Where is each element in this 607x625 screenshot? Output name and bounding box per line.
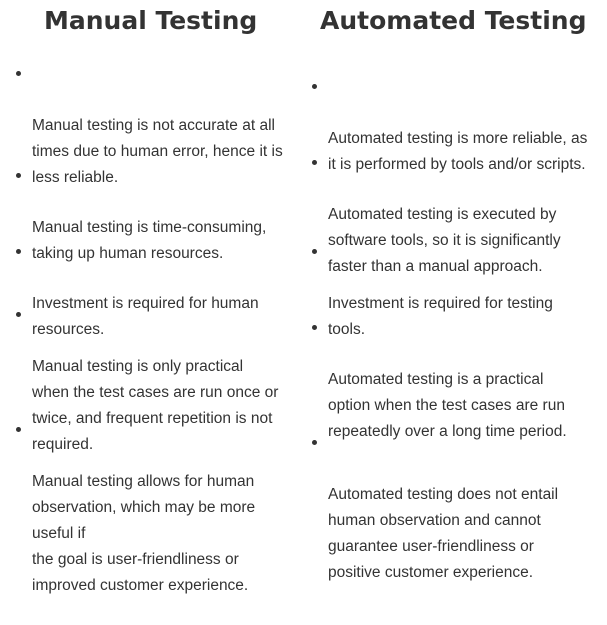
bullet-icon	[312, 160, 317, 165]
automated-testing-heading: Automated Testing	[320, 6, 587, 35]
manual-point-text: Investment is required for human resources.	[32, 295, 259, 338]
manual-point-text: Manual testing is time-consuming, taking up human resources.	[32, 219, 267, 262]
manual-point-text: Manual testing is only practical when the test cases are run once or twice, and frequent repetition is not required.	[32, 358, 279, 453]
automated-point-observation	[296, 430, 607, 612]
manual-testing-column	[0, 0, 300, 594]
manual-point-observation	[0, 417, 300, 625]
bullet-icon	[312, 249, 317, 254]
automated-point-text: Investment is required for testing tools.	[328, 295, 553, 338]
bullet-icon	[312, 325, 317, 330]
automated-point-text: Automated testing does not entail human observation and cannot guarantee user-friendliness or positive customer experience.	[328, 486, 559, 581]
manual-testing-heading: Manual Testing	[44, 6, 258, 35]
bullet-icon	[16, 71, 21, 76]
manual-point-text: Manual testing is not accurate at all times due to human error, hence it is less reliable.	[32, 117, 283, 186]
bullet-icon	[16, 249, 21, 254]
automated-point-text: Automated testing is executed by software tools, so it is significantly faster than a manual approach.	[328, 206, 561, 275]
bullet-icon	[16, 173, 21, 178]
bullet-icon	[312, 84, 317, 89]
automated-point-text: Automated testing is more reliable, as it is performed by tools and/or scripts.	[328, 130, 588, 173]
automated-point-text: Automated testing is a practical option when the test cases are run repeatedly over a long time period.	[328, 371, 567, 440]
bullet-icon	[16, 427, 21, 432]
manual-point-text: Manual testing allows for human observation, which may be more useful if the goal is user-friendliness or improved customer experience.	[32, 473, 256, 594]
bullet-icon	[16, 312, 21, 317]
bullet-icon	[312, 440, 317, 445]
automated-testing-column	[296, 0, 607, 581]
